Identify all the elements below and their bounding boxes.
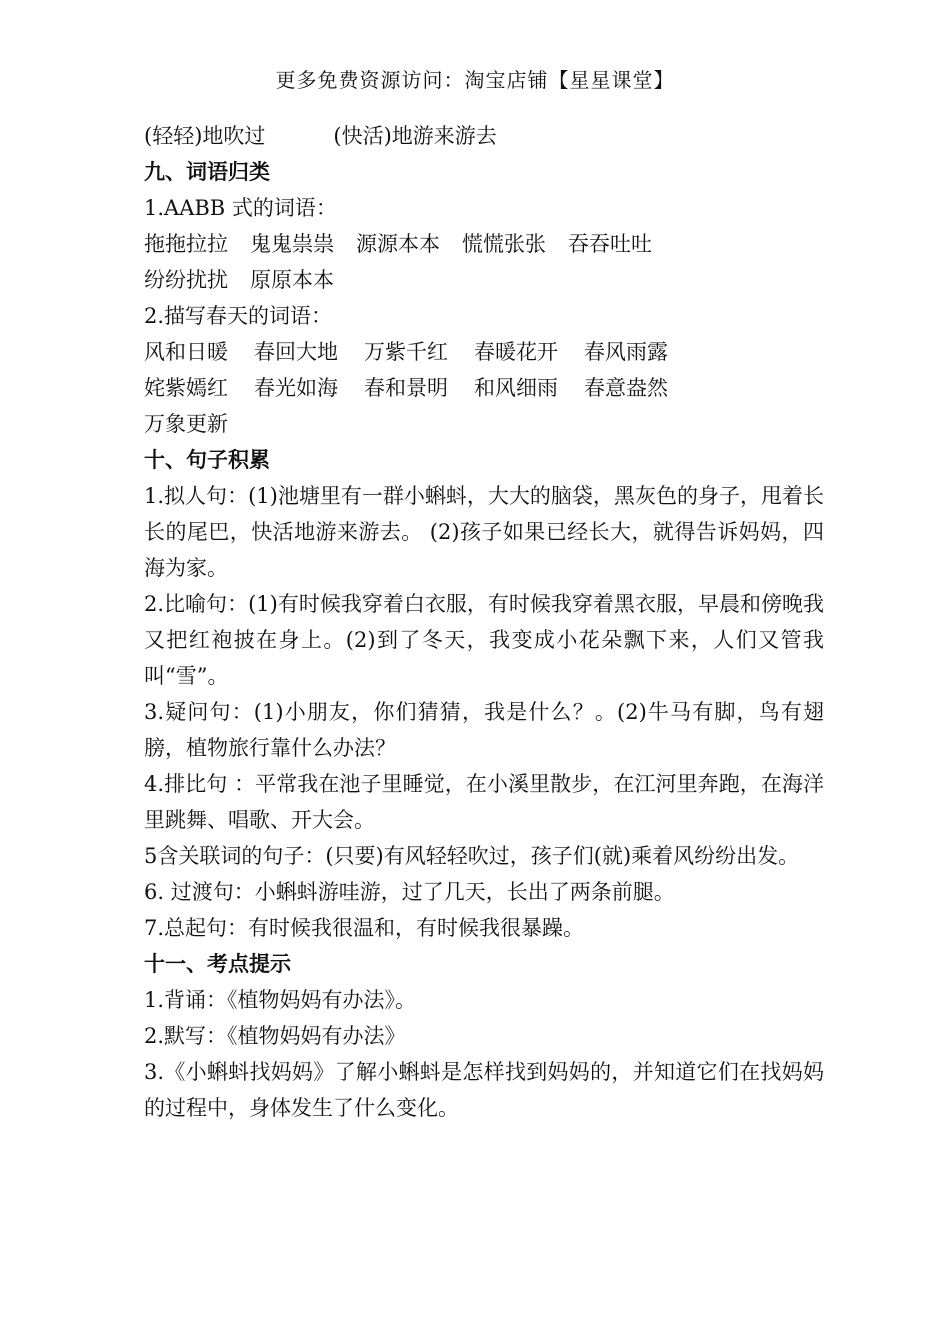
sentence-metaphor: 2.比喻句：(1)有时候我穿着白衣服，有时候我穿着黑衣服，早晨和傍晚我又把红袍披在身上。(2)到了冬天，我变成小花朵飘下来，人们又管我叫“雪”。: [144, 592, 824, 688]
word: 春光如海: [254, 376, 338, 400]
phrase-2: (快活)地游来游去: [333, 124, 497, 148]
word-row-4: [144, 370, 824, 406]
sentence-transition: 6. 过渡句：小蝌蚪游哇游，过了几天，长出了两条前腿。: [144, 880, 675, 904]
word-row-2: [144, 262, 824, 298]
word: 和风细雨: [474, 376, 558, 400]
word: 吞吞吐吐: [568, 232, 652, 256]
sentence-conjunction: 5含关联词的句子：(只要)有风轻轻吹过，孩子们(就)乘着风纷纷出发。: [144, 844, 800, 868]
section-9-title: 九、词语归类: [144, 160, 270, 184]
sentence-topic: 7.总起句：有时候我很温和，有时候我很暴躁。: [144, 916, 585, 940]
word: 原原本本: [250, 268, 334, 292]
word: 春和景明: [364, 376, 448, 400]
word-row-5: [144, 406, 824, 442]
word-row-1: [144, 226, 824, 262]
phrase-1: (轻轻)地吹过: [144, 124, 266, 148]
word: 春暖花开: [474, 340, 558, 364]
section-9-subtitle-2: 2.描写春天的词语：: [144, 304, 333, 328]
sentence-question: 3.疑问句：(1)小朋友，你们猜猜，我是什么？。(2)牛马有脚，鸟有翅膀，植物旅行靠什么办法？: [144, 700, 824, 760]
word: 万象更新: [144, 412, 228, 436]
word: 慌慌张张: [462, 232, 546, 256]
word: 拖拖拉拉: [144, 232, 228, 256]
word: 鬼鬼祟祟: [250, 232, 334, 256]
word: 春风雨露: [584, 340, 668, 364]
page-header: 更多免费资源访问：淘宝店铺【星星课堂】: [275, 68, 675, 92]
adverb-phrases: [144, 118, 824, 154]
exam-point-1: 1.背诵：《植物妈妈有办法》。: [144, 988, 417, 1012]
word: 春回大地: [254, 340, 338, 364]
section-10-title: 十、句子积累: [144, 448, 270, 472]
exam-point-2: 2.默写：《植物妈妈有办法》: [144, 1024, 406, 1048]
document-body: [144, 118, 824, 1126]
word: 姹紫嫣红: [144, 376, 228, 400]
section-11-title: 十一、考点提示: [144, 952, 291, 976]
word: 纷纷扰扰: [144, 268, 228, 292]
sentence-parallelism: 4.排比句 ：平常我在池子里睡觉，在小溪里散步，在江河里奔跑，在海洋里跳舞、唱歌、开大会。: [144, 772, 824, 832]
exam-point-3: 3.《小蝌蚪找妈妈》了解小蝌蚪是怎样找到妈妈的，并知道它们在找妈妈的过程中，身体发生了什么变化。: [144, 1060, 824, 1120]
word: 风和日暖: [144, 340, 228, 364]
word: 春意盎然: [584, 376, 668, 400]
section-9-subtitle-1: 1.AABB 式的词语：: [144, 196, 337, 220]
word: 源源本本: [356, 232, 440, 256]
word-row-3: [144, 334, 824, 370]
sentence-personification: 1.拟人句：(1)池塘里有一群小蝌蚪，大大的脑袋，黑灰色的身子，甩着长长的尾巴，快活地游来游去。 (2)孩子如果已经长大，就得告诉妈妈，四海为家。: [144, 484, 824, 580]
word: 万紫千红: [364, 340, 448, 364]
